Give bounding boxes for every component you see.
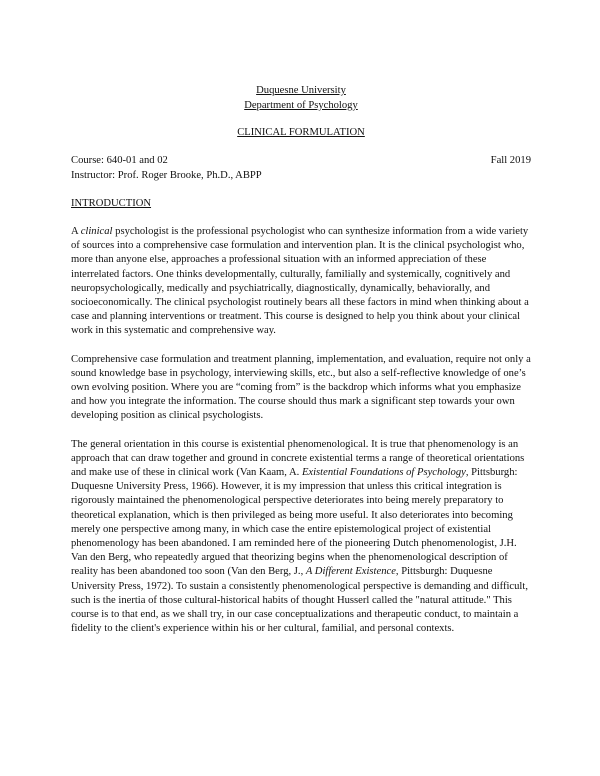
paragraph-1 (71, 225, 531, 339)
paragraph-3-part-1: The general orientation in this course is existential phenomenological. It is true that phenomenology is an approach that can draw together and ground in concrete existential terms a range of theoretical orientations and make use of these in clinical work (Van Kaam, A. (71, 438, 525, 479)
instructor-line: Instructor: Prof. Roger Brooke, Ph.D., ABPP (71, 169, 262, 181)
document-title: CLINICAL FORMULATION (237, 127, 365, 139)
department-name: Department of Psychology (244, 99, 358, 111)
paragraph-3 (71, 438, 531, 637)
paragraph-3-part-3: , Pittsburgh: Duquesne University Press, 1972). To sustain a consistently phenomenological perspective is demanding and difficult, such is the inertia of those cultural-historical habits of thought Husserl called the "natural attitude." This course is to that end, as we shall try, in our case conceptualizations and therapeutic conduct, to maintain a fidelity to the client's experience within his or her cultural, familial, and personal contexts. (71, 566, 528, 635)
term: Fall 2019 (490, 155, 531, 167)
paragraph-3-part-2: , Pittsburgh: Duquesne University Press, 1966). However, it is my impression that unless this critical integration is rigorously maintained the phenomenological perspective deteriorates into being merely preparatory to theoretical explanation, which is then privileged as being more useful. It also deteriorates into becoming merely one perspective among many, in which case the entire epistemological project of existential phenomenology has been abandoned. I am reminded here of the pioneering Dutch phenomenologist, J.H. Van den Berg, who repeatedly argued that theorizing begins when the phenomenological description of reality has been abandoned too soon (Van den Berg, J., (71, 467, 518, 578)
paragraph-2: Comprehensive case formulation and treatment planning, implementation, and evaluation, require not only a sound knowledge base in psychology, interviewing skills, etc., but also a self-reflective knowledge of one’s own evolving position. Where you are “coming from” is the backdrop which informs what you emphasize and how you integrate the information. The course should thus mark a significant step towards your own developing position as clinical psychologists. (71, 353, 531, 422)
section-heading: INTRODUCTION (71, 197, 152, 209)
document-page (71, 84, 531, 636)
document-header (71, 84, 531, 113)
paragraph-1-emphasis: clinical (80, 226, 113, 237)
course-row (71, 154, 531, 168)
paragraph-1-prefix: A (71, 226, 81, 237)
paragraph-1-text: psychologist is the professional psychologist who can synthesize information from a wide variety of sources into a comprehensive case formulation and intervention plan. It is the clinical psychologist who, more than anyone else, approaches a professional situation with an informed appreciation of these interrelated factors. One thinks developmentally, culturally, familially and systemically, cognitively and neuropsychologically, medically and psychiatrically, diagnostically, dynamically, behaviorally, and socioeconomically. The clinical psychologist routinely bears all these factors in mind when thinking about a case and planning interventions or treatment. This course is designed to help you think about your clinical work in this systematic and comprehensive way. (71, 226, 529, 337)
university-name: Duquesne University (256, 85, 346, 96)
course-line: Course: 640-01 and 02 (71, 155, 168, 167)
book-title-2: A Different Existence (305, 566, 396, 578)
book-title-1: Existential Foundations of Psychology (301, 467, 466, 479)
